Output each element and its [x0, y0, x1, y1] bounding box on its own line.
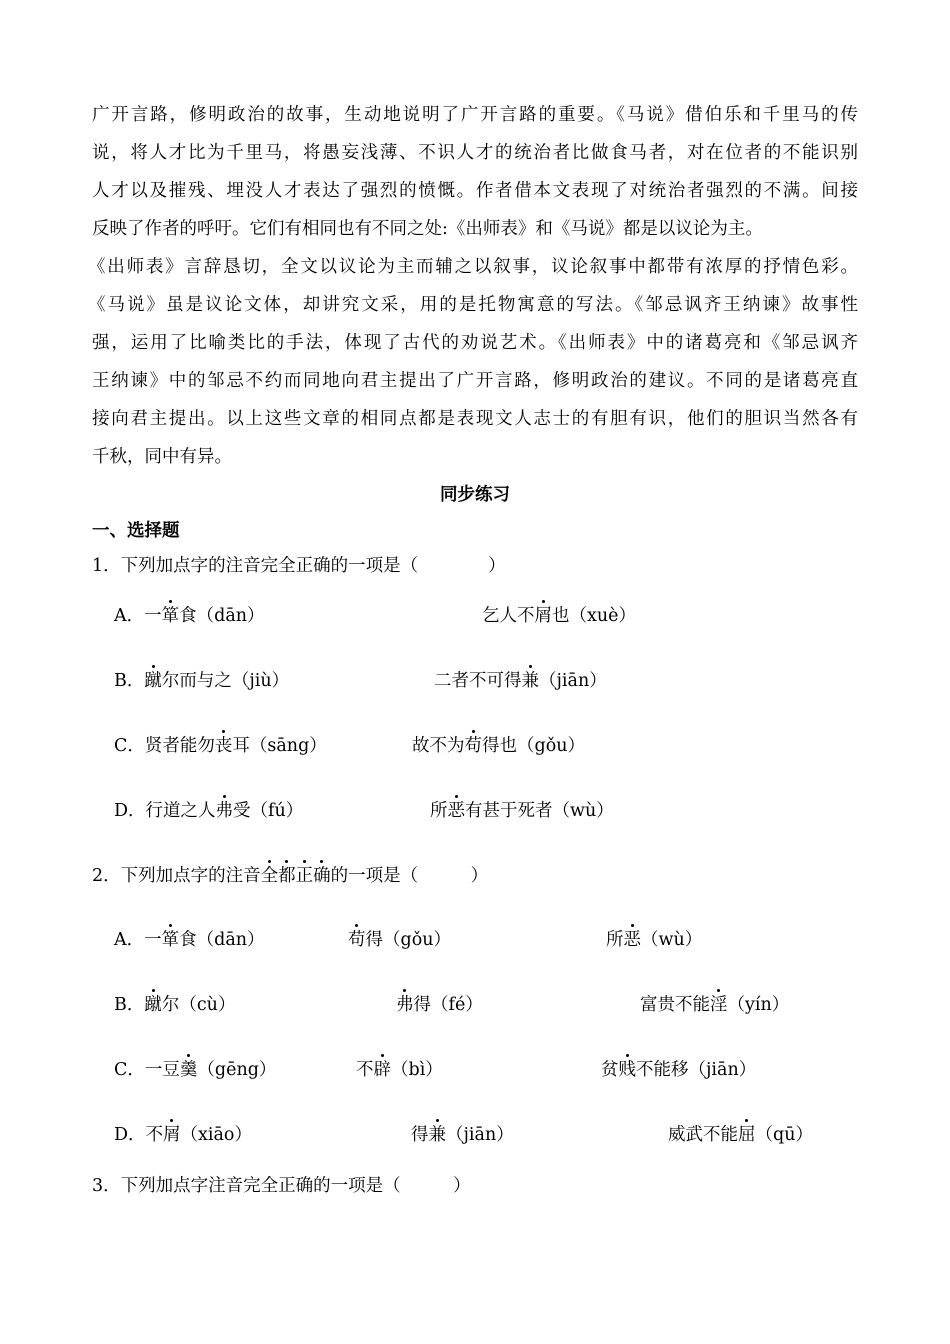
q2-option-c[interactable]: C．一豆羹（gēng） [114, 1055, 276, 1085]
passage-line: 人才以及摧残、埋没人才表达了强烈的愤慨。作者借本文表现了对统治者强烈的不满。间接 [92, 181, 858, 201]
q2-option-a-second: 苟得（gǒu） [348, 925, 451, 955]
passage-line: 强，运用了比喻类比的手法，体现了古代的劝说艺术。《出师表》中的诸葛亮和《邹忌讽齐 [92, 333, 858, 353]
passage-line: 反映了作者的呼吁。它们有相同也有不同之处:《出师表》和《马说》都是以议论为主。 [92, 219, 763, 239]
question-3-stem: 3．下列加点字注音完全正确的一项是（ ） [92, 1176, 471, 1196]
q2-option-a-third: 所恶（wù） [606, 925, 702, 955]
q2-option-a[interactable]: A．一箪食（dān） [114, 925, 265, 955]
q2-option-d[interactable]: D．不屑（xiāo） [114, 1120, 252, 1150]
question-1-stem: 1．下列加点字的注音完全正确的一项是（ ） [92, 556, 506, 576]
q1-option-c[interactable]: C．贤者能勿丧耳（sāng） [114, 731, 327, 761]
q2-option-b-third: 富贵不能淫（yín） [640, 990, 789, 1020]
q1-option-d-second: 所恶有甚于死者（wù） [430, 796, 614, 826]
q2-option-d-third: 威武不能屈（qū） [668, 1120, 813, 1150]
passage-line: 《出师表》言辞恳切，全文以议论为主而辅之以叙事，议论叙事中都带有浓厚的抒情色彩。 [88, 257, 858, 277]
q1-option-b-second: 二者不可得兼（jiān） [434, 666, 607, 696]
q2-option-b-second: 弗得（fé） [396, 990, 483, 1020]
q1-option-a-second: 乞人不屑也（xuè） [482, 601, 636, 631]
question-2-stem: 2．下列加点字的注音全都正确的一项是（ ） [92, 861, 488, 891]
q1-option-b[interactable]: B．蹴尔而与之（jiù） [114, 666, 289, 696]
passage-line: 《马说》虽是议论文体，却讲究文采，用的是托物寓意的写法。《邹忌讽齐王纳谏》故事性 [88, 295, 858, 315]
q1-option-a[interactable]: A．一箪食（dān） [114, 601, 265, 631]
section-title: 一、选择题 [92, 521, 180, 541]
q2-option-c-third: 贫贱不能移（jiān） [601, 1055, 756, 1085]
q1-option-c-second: 故不为苟得也（gǒu） [412, 731, 585, 761]
passage-line: 王纳谏》中的邹忌不约而同地向君主提出了广开言路，修明政治的建议。不同的是诸葛亮直 [92, 371, 858, 391]
exercise-heading: 同步练习 [440, 485, 510, 505]
passage-line: 接向君主提出。以上这些文章的相同点都是表现文人志士的有胆有识，他们的胆识当然各有 [92, 409, 858, 429]
passage-line: 千秋，同中有异。 [92, 447, 232, 467]
q1-option-d[interactable]: D．行道之人弗受（fú） [114, 796, 303, 826]
q2-option-b[interactable]: B．蹴尔（cù） [114, 990, 235, 1020]
q2-option-c-second: 不辟（bì） [356, 1055, 443, 1085]
passage-line: 广开言路，修明政治的故事，生动地说明了广开言路的重要。《马说》借伯乐和千里马的传 [92, 105, 858, 125]
q2-option-d-second: 得兼（jiān） [411, 1120, 514, 1150]
passage-line: 说，将人才比为千里马，将愚妄浅薄、不识人才的统治者比做食马者，对在位者的不能识别 [92, 143, 858, 163]
